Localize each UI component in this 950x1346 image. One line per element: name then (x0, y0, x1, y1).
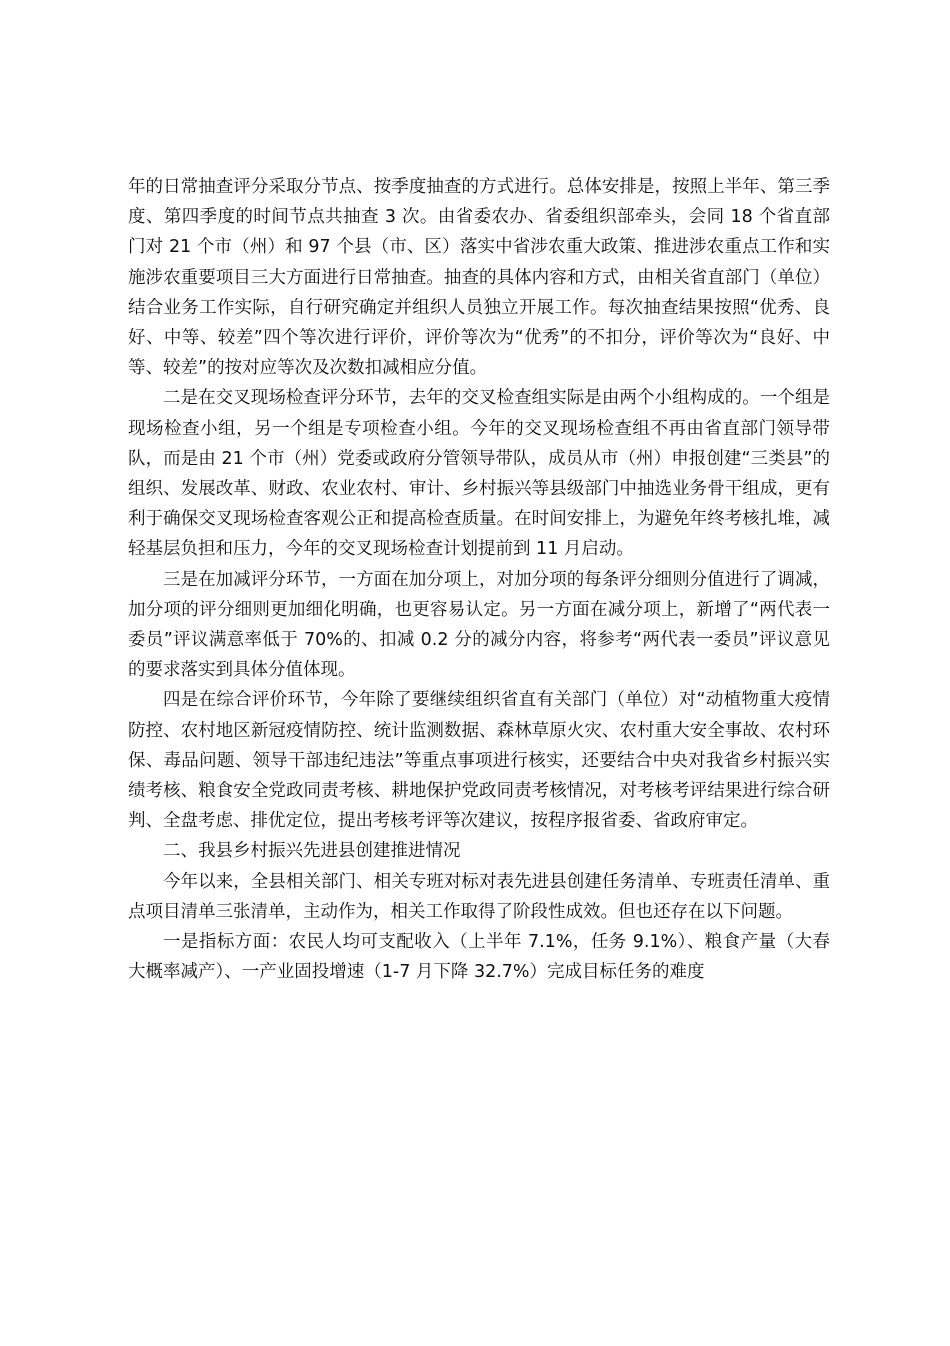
paragraph-continuation: 年的日常抽查评分采取分节点、按季度抽查的方式进行。总体安排是，按照上半年、第三季度、第四季度的时间节点共抽查 3 次。由省委农办、省委组织部牵头，会同 18 个省直部门对 21 个市（州）和 97 个县（市、区）落实中省涉农重大政策、推进涉农重点工作和实施涉农重要项目三大方面进行日常抽查。抽查的具体内容和方式，由相关省直部门（单位）结合业务工作实际，自行研究确定并组织人员独立开展工作。每次抽查结果按照“优秀、良好、中等、较差”四个等次进行评价，评价等次为“优秀”的不扣分，评价等次为“良好、中等、较差”的按对应等次及次数扣减相应分值。 (128, 177, 830, 379)
paragraph-cross-inspection: 二是在交叉现场检查评分环节，去年的交叉检查组实际是由两个小组构成的。一个组是现场检查小组，另一个组是专项检查小组。今年的交叉现场检查组不再由省直部门领导带队，而是由 21 个市（州）党委或政府分管领导带队，成员从市（州）申报创建“三类县”的组织、发展改革、财政、农业农村、审计、乡村振兴等县级部门中抽选业务骨干组成，更有利于确保交叉现场检查客观公正和提高检查质量。在时间安排上，为避免年终考核扎堆，减轻基层负担和压力，今年的交叉现场检查计划提前到 11 月启动。 (128, 388, 830, 560)
paragraph-comprehensive-evaluation: 四是在综合评价环节，今年除了要继续组织省直有关部门（单位）对“动植物重大疫情防控、农村地区新冠疫情防控、统计监测数据、森林草原火灾、农村重大安全事故、农村环保、毒品问题、领导干部违纪违法”等重点事项进行核实，还要结合中央对我省乡村振兴实绩考核、粮食安全党政同责考核、耕地保护党政同责考核情况，对考核考评结果进行综合研判、全盘考虑、排优定位，提出考核考评等次建议，按程序报省委、省政府审定。 (128, 690, 830, 832)
paragraph-progress-summary: 今年以来，全县相关部门、相关专班对标对表先进县创建任务清单、专班责任清单、重点项目清单三张清单，主动作为，相关工作取得了阶段性成效。但也还存在以下问题。 (128, 871, 830, 922)
paragraph-add-subtract-scoring: 三是在加减评分环节，一方面在加分项上，对加分项的每条评分细则分值进行了调减，加分项的评分细则更加细化明确，也更容易认定。另一方面在减分项上，新增了“两代表一委员”评议满意率低于 70%的、扣减 0.2 分的减分内容，将参考“两代表一委员”评议意见的要求落实到具体分值体现。 (128, 569, 830, 681)
section-heading: 二、我县乡村振兴先进县创建推进情况 (163, 841, 461, 862)
paragraph-indicator-issues: 一是指标方面：农民人均可支配收入（上半年 7.1%，任务 9.1%）、粮食产量（大春大概率减产）、一产业固投增速（1-7 月下降 32.7%）完成目标任务的难度 (128, 932, 830, 983)
document-page (128, 172, 830, 987)
